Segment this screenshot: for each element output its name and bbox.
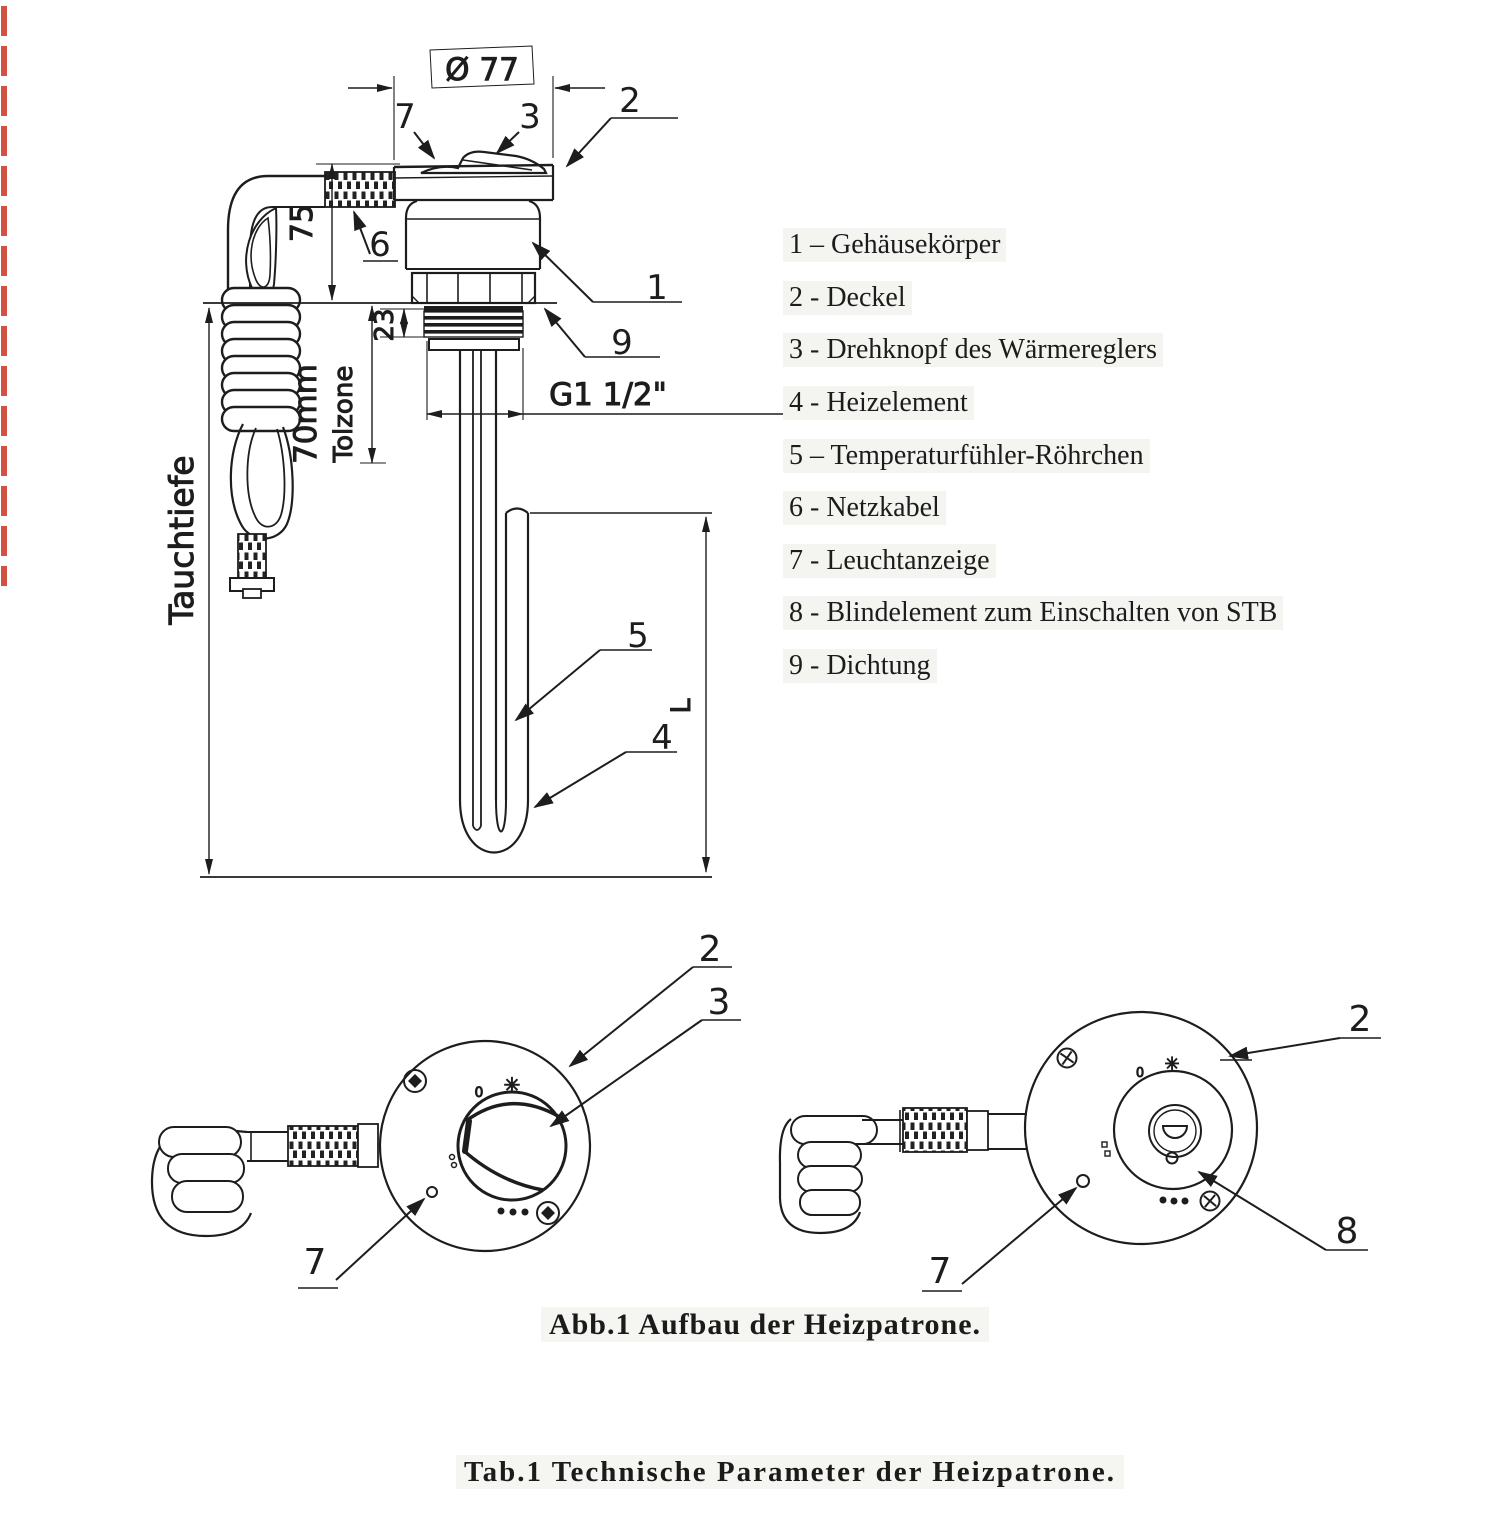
dim-thread-label: G1 1/2" xyxy=(549,377,667,413)
zero-mark: 0 xyxy=(1135,1066,1145,1081)
zero-mark: 0 xyxy=(474,1085,484,1101)
legend-item-label: 9 - Dichtung xyxy=(783,649,937,683)
dim-tolzone-label: Tolzone xyxy=(329,365,359,463)
callout-6: 6 xyxy=(369,225,391,265)
dimension-immersion-depth xyxy=(162,308,209,874)
callout-7: 7 xyxy=(394,97,416,137)
cap-outline xyxy=(1025,1012,1257,1244)
legend-item-label: 1 – Gehäusekörper xyxy=(783,228,1006,262)
legend-item-label: 7 - Leuchtanzeige xyxy=(783,544,996,578)
heating-element-tubes xyxy=(460,350,528,853)
callout-5: 5 xyxy=(627,616,649,656)
callout-3: 3 xyxy=(519,97,541,137)
side-callouts xyxy=(354,81,682,807)
cable-gland xyxy=(288,1126,358,1166)
legend-item xyxy=(783,535,1383,588)
callout-9: 9 xyxy=(611,323,633,363)
callout-4: 4 xyxy=(651,718,673,758)
indicator-led xyxy=(1077,1175,1089,1187)
d-spindle xyxy=(1163,1126,1187,1138)
cable-gland xyxy=(325,172,395,207)
dim-tauchtiefe-label: Tauchtiefe xyxy=(162,455,201,625)
dim-diameter-label: Ø 77 xyxy=(445,52,519,88)
callout-2: 2 xyxy=(1348,999,1372,1040)
dimension-thread-engage xyxy=(370,308,427,341)
cap-outline xyxy=(380,1041,590,1251)
legend-item xyxy=(783,219,1383,272)
legend-item-label: 2 - Deckel xyxy=(783,281,912,315)
bottom-view-blind xyxy=(780,999,1381,1292)
dim-23-label: 23 xyxy=(370,308,400,342)
legend-item-label: 5 – Temperaturfühler-Röhrchen xyxy=(783,439,1150,473)
side-view xyxy=(162,46,800,877)
callout-2: 2 xyxy=(619,81,641,121)
defrost-mark: ✳ xyxy=(503,1073,521,1097)
callout-7: 7 xyxy=(303,1242,327,1283)
legend-item xyxy=(783,272,1383,325)
figure-caption xyxy=(430,1308,1100,1342)
right-view-callouts xyxy=(922,999,1381,1292)
hex-flange xyxy=(412,273,535,303)
table-caption-text: Tab.1 Technische Parameter der Heizpatrone. xyxy=(456,1455,1124,1489)
seal-ring xyxy=(424,306,523,311)
defrost-mark: ✳ xyxy=(1164,1054,1180,1075)
callout-2: 2 xyxy=(698,929,722,970)
cap-and-knob xyxy=(394,152,553,200)
plug-and-cable xyxy=(152,1124,378,1236)
dimension-diameter xyxy=(348,46,605,160)
dim-length-label: L xyxy=(666,698,697,714)
table-caption xyxy=(400,1456,1180,1489)
legend-item xyxy=(783,587,1383,640)
dim-75-label: 75 xyxy=(285,203,320,243)
dimension-deadzone xyxy=(288,306,386,464)
legend-item xyxy=(783,482,1383,535)
legend-item-label: 8 - Blindelement zum Einschalten von STB xyxy=(783,596,1283,630)
cable-gland xyxy=(903,1108,967,1152)
knob-lever xyxy=(463,1104,558,1190)
legend-item xyxy=(783,640,1383,693)
legend-item-label: 6 - Netzkabel xyxy=(783,491,946,525)
dimension-element-length xyxy=(666,517,706,872)
thermostat-knob xyxy=(458,1092,566,1200)
legend-item xyxy=(783,377,1383,430)
legend-item-label: 4 - Heizelement xyxy=(783,386,974,420)
indicator-led xyxy=(427,1187,437,1197)
washer xyxy=(429,339,519,350)
callout-3: 3 xyxy=(707,982,731,1023)
legend-item xyxy=(783,429,1383,482)
bottom-view-knob xyxy=(152,929,741,1288)
legend-item-label: 3 - Drehknopf des Wärmereglers xyxy=(783,333,1163,367)
parts-legend xyxy=(783,219,1383,692)
dim-70mm-label: 70mm xyxy=(288,364,324,464)
pipe-thread xyxy=(424,311,523,337)
callout-8: 8 xyxy=(1335,1211,1359,1252)
blind-element-pin xyxy=(1167,1153,1178,1164)
callout-1: 1 xyxy=(646,268,668,308)
plug-and-cable xyxy=(780,1108,1027,1233)
legend-item xyxy=(783,324,1383,377)
left-view-callouts xyxy=(298,929,741,1288)
cable-plug xyxy=(230,534,274,598)
figure-caption-text: Abb.1 Aufbau der Heizpatrone. xyxy=(541,1307,989,1342)
callout-7: 7 xyxy=(928,1251,952,1292)
housing-body xyxy=(406,201,540,350)
